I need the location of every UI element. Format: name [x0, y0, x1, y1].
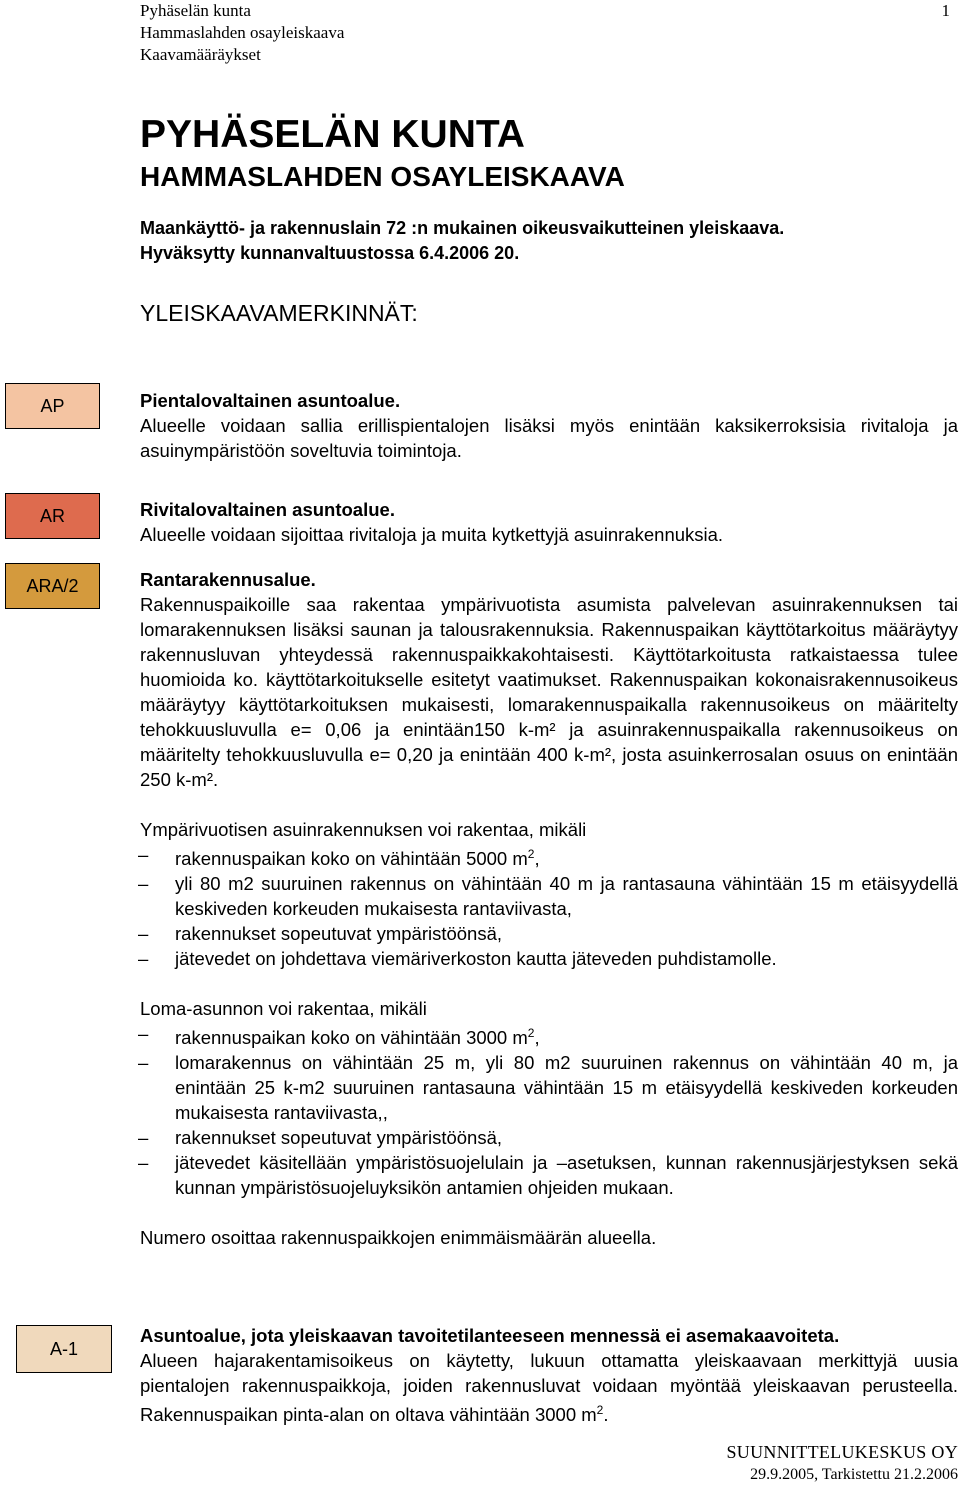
legend-entry-a1 — [140, 1323, 958, 1427]
legend-swatch-ara — [5, 563, 100, 609]
footer-date: 29.9.2005, Tarkistettu 21.2.2006 — [750, 1466, 958, 1483]
list-item-text: jätevedet käsitellään ympäristösuojelulain ja –asetuksen, kunnan rakennusjärjestyksen sekä kunnan ympäristösuojeluyksikön antamien ohjeiden mukaan. — [175, 1152, 958, 1199]
list-item — [140, 1125, 958, 1150]
list-item-text: rakennukset sopeutuvat ympäristöönsä, — [175, 923, 503, 945]
list-item — [140, 842, 958, 871]
page-subtitle: HAMMASLAHDEN OSAYLEISKAAVA — [140, 161, 625, 192]
list-item-tail: , — [534, 848, 540, 870]
list-item-text: rakennuspaikan koko on vähintään 3000 m — [175, 1027, 528, 1049]
dash-bullet: – — [138, 1052, 149, 1074]
list-item-text: jätevedet on johdettava viemäriverkoston kautta jäteveden puhdistamolle. — [175, 948, 777, 970]
legend-title-ara: Rantarakennusalue. — [140, 569, 316, 590]
list-item — [140, 1021, 958, 1050]
dash-bullet: – — [138, 1127, 149, 1149]
legend-entry-ap — [140, 388, 958, 463]
header-doc-type: Kaavamääräykset — [140, 45, 261, 64]
header-plan-name: Hammaslahden osayleiskaava — [140, 23, 345, 42]
list-item-tail: , — [534, 1027, 540, 1049]
intro-line-2: Hyväksytty kunnanvaltuustossa 6.4.2006 20. — [140, 243, 520, 263]
page-number: 1 — [941, 1, 950, 20]
building-count-note: Numero osoittaa rakennuspaikkojen enimmäismäärän alueella. — [140, 1227, 657, 1249]
legend-text-ara: Rakennuspaikoille saa rakentaa ympärivuotista asumista palvelevan asuinrakennuksen tai lomarakennuksen lisäksi saunan ja talousrakennuksia. Rakennuspaikan käyttötarkoitus määräytyy rakennusluvan yhteydessä rakennuspaikkakohtaisesti. Käyttötarkoitusta ratkaistaessa tulee huomioida ko. käyttötarkoitukselle esitetyt vaatimukset. Rakennuspaikan kokonaisrakennusoikeus määräytyy käyttötarkoituksen mukaisesti, lomarakennuspaikalla rakennusoikeus on määritelty tehokkuusluvulla e= 0,06 ja enintään150 k-m² ja asuinrakennuspaikalla rakennusoikeus on määritelty tehokkuusluvulla e= 0,20 ja enintään 400 k-m², josta asuinkerrosalan osuus on enintään 250 k-m². — [140, 594, 958, 790]
legend-code-ara: ARA/2 — [26, 575, 79, 596]
intro-line-1: Maankäyttö- ja rakennuslain 72 :n mukainen oikeusvaikutteinen yleiskaava. — [140, 218, 785, 238]
holiday-intro: Loma-asunnon voi rakentaa, mikäli — [140, 998, 427, 1020]
holiday-list — [140, 1021, 958, 1200]
superscript: 2 — [596, 1403, 604, 1417]
legend-title-ap: Pientalovaltainen asuntoalue. — [140, 390, 401, 411]
legend-text-ap: Alueelle voidaan sallia erillispientalojen lisäksi myös enintään kaksikerroksisia rivitaloja ja asuinympäristöön soveltuvia toimintoja. — [140, 415, 958, 461]
legend-code-a1: A-1 — [49, 1338, 78, 1359]
legend-text-ar: Alueelle voidaan sijoittaa rivitaloja ja muita kytkettyjä asuinrakennuksia. — [140, 524, 724, 545]
legend-swatch-ap — [5, 383, 100, 429]
list-item — [140, 1050, 958, 1125]
legend-title-ar: Rivitalovaltainen asuntoalue. — [140, 499, 395, 520]
legend-swatch-ar — [5, 493, 100, 539]
list-item-text: rakennuspaikan koko on vähintään 5000 m — [175, 848, 528, 870]
list-item — [140, 871, 958, 921]
legend-code-ap: AP — [40, 395, 65, 416]
legend-swatch-a1 — [16, 1325, 112, 1373]
section-heading: YLEISKAAVAMERKINNÄT: — [140, 300, 418, 326]
legend-text-a1 — [140, 1348, 958, 1427]
year-round-list — [140, 842, 958, 971]
footer-company: SUUNNITTELUKESKUS OY — [726, 1442, 958, 1462]
intro-text — [140, 216, 784, 266]
dash-bullet: – — [138, 873, 149, 895]
list-item — [140, 1150, 958, 1200]
list-item-text: rakennukset sopeutuvat ympäristöönsä, — [175, 1127, 503, 1149]
dash-bullet: – — [138, 1023, 149, 1045]
dash-bullet: – — [138, 948, 149, 970]
page-title: PYHÄSELÄN KUNTA — [140, 113, 525, 156]
legend-text-a1-body: Alueen hajarakentamisoikeus on käytetty, lukuun ottamatta yleiskaavaan merkittyjä uusia pientalojen rakennuspaikkoja, joiden rakennusluvat voidaan myöntää yleiskaavan perusteella. Rakennuspaikan pinta-alan on oltava vähintään 3000 m — [140, 1350, 958, 1426]
legend-entry-ar — [140, 497, 958, 547]
dash-bullet: – — [138, 1152, 149, 1174]
list-item-text: yli 80 m2 suuruinen rakennus on vähintään 40 m ja rantasauna vähintään 15 m etäisyydellä keskiveden korkeuden mukaisesta rantaviivasta, — [175, 873, 958, 920]
year-round-intro: Ympärivuotisen asuinrakennuksen voi rakentaa, mikäli — [140, 819, 587, 840]
list-item — [140, 921, 958, 946]
legend-title-a1: Asuntoalue, jota yleiskaavan tavoitetilanteeseen mennessä ei asemakaavoiteta. — [140, 1325, 840, 1346]
legend-entry-ara — [140, 567, 958, 1250]
legend-code-ar: AR — [39, 505, 65, 526]
list-item-text: lomarakennus on vähintään 25 m, yli 80 m2 suuruinen rakennus on vähintään 40 m, ja enintään 25 k-m2 suuruinen rantasauna vähintään 15 m etäisyydellä keskiveden korkeuden mukaisesta rantaviivasta,, — [175, 1052, 958, 1124]
superscript: 2 — [527, 1026, 535, 1041]
dash-bullet: – — [138, 844, 149, 865]
superscript: 2 — [527, 847, 535, 861]
list-item — [140, 946, 958, 971]
dash-bullet: – — [138, 923, 149, 945]
legend-text-a1-tail: . — [603, 1404, 609, 1426]
header-municipality: Pyhäselän kunta — [140, 1, 251, 20]
